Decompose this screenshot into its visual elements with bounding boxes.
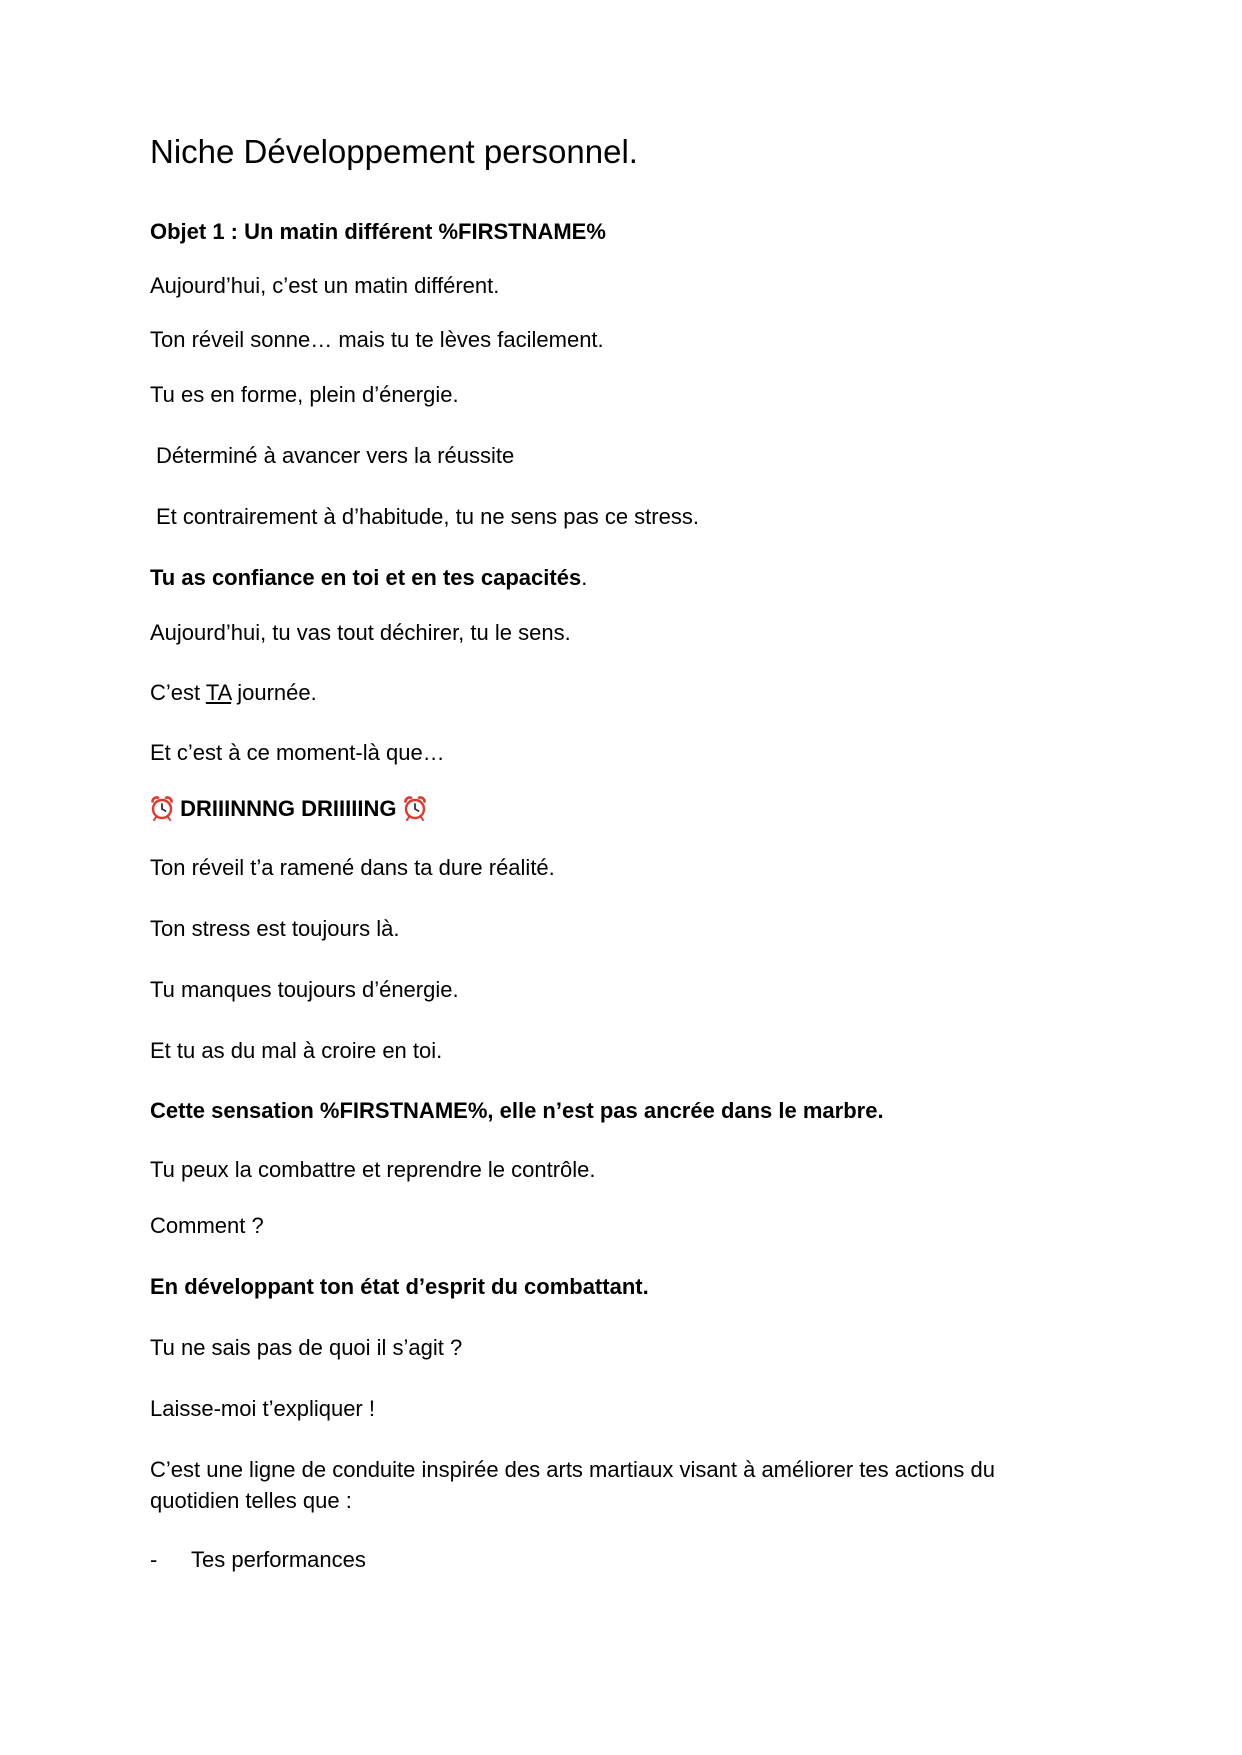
paragraph-8-emphasis: TA [205, 680, 232, 705]
paragraph-5: Et contrairement à d’habitude, tu ne sens pas ce stress. [156, 504, 699, 529]
alarm-text: DRIIINNNG DRIIIIING [180, 796, 397, 821]
paragraph-19: Tu ne sais pas de quoi il s’agit ? [150, 1335, 463, 1360]
paragraph-18: En développant ton état d’esprit du combattant. [150, 1274, 649, 1299]
paragraph-1: Aujourd’hui, c’est un matin différent. [150, 273, 500, 298]
paragraph-9: Et c’est à ce moment-là que… [150, 740, 445, 765]
alarm-clock-icon [150, 795, 174, 821]
paragraph-12: Ton stress est toujours là. [150, 916, 400, 941]
alarm-clock-icon [403, 795, 427, 821]
paragraph-6-tail: . [581, 565, 588, 590]
document-title: Niche Développement personnel. [150, 133, 638, 170]
paragraph-6 [150, 563, 587, 593]
paragraph-8-post: journée. [231, 680, 317, 705]
subject-line: Objet 1 : Un matin différent %FIRSTNAME% [150, 219, 606, 244]
paragraph-16: Tu peux la combattre et reprendre le contrôle. [150, 1157, 596, 1182]
paragraph-17: Comment ? [150, 1213, 264, 1238]
paragraph-13: Tu manques toujours d’énergie. [150, 977, 459, 1002]
paragraph-20: Laisse-moi t’expliquer ! [150, 1396, 375, 1421]
paragraph-11: Ton réveil t’a ramené dans ta dure réalité. [150, 855, 555, 880]
paragraph-14: Et tu as du mal à croire en toi. [150, 1038, 443, 1063]
paragraph-8-pre: C’est [150, 680, 206, 705]
paragraph-3: Tu es en forme, plein d’énergie. [150, 382, 459, 407]
paragraph-6-bold: Tu as confiance en toi et en tes capacités [150, 565, 582, 590]
paragraph-7: Aujourd’hui, tu vas tout déchirer, tu le sens. [150, 620, 571, 645]
alarm-line [150, 794, 427, 824]
paragraph-21: C’est une ligne de conduite inspirée des arts martiaux visant à améliorer tes actions du quotidien telles que : [150, 1457, 996, 1513]
paragraph-4: Déterminé à avancer vers la réussite [156, 443, 515, 468]
bullet-marker: - [150, 1547, 158, 1572]
paragraph-8 [150, 678, 317, 708]
paragraph-2: Ton réveil sonne… mais tu te lèves facilement. [150, 327, 604, 352]
list-item: Tes performances [191, 1547, 366, 1572]
paragraph-15: Cette sensation %FIRSTNAME%, elle n’est pas ancrée dans le marbre. [150, 1098, 884, 1123]
